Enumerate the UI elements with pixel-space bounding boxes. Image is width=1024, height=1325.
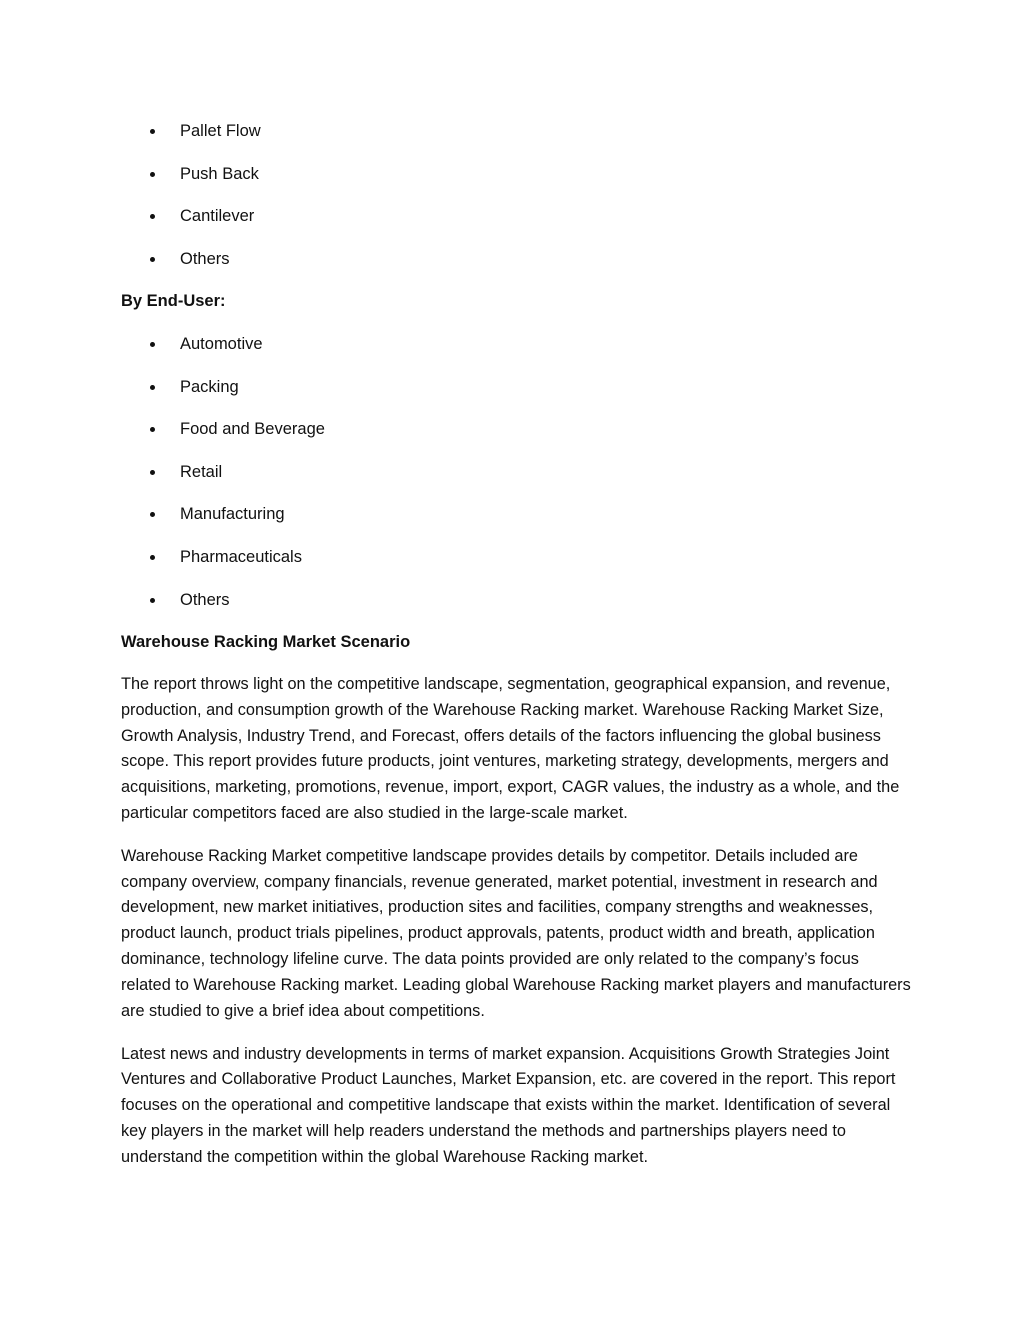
list-item-text: Push Back [180,164,259,183]
list-item [121,331,911,374]
document-content [121,118,911,1188]
bullet-icon [150,385,155,390]
bullet-icon [150,470,155,475]
bullet-icon [150,214,155,219]
list-item [121,246,911,289]
list-item [121,374,911,417]
scenario-heading: Warehouse Racking Market Scenario [121,633,411,652]
paragraph-latest-news: Latest news and industry developments in terms of market expansion. Acquisitions Growth Strategies Joint Ventures and Collaborative Product Launches, Market Expansion, etc. are covered in the report. This report focuses on the operational and competitive landscape that exists within the market. Identification of several key players in the market will help readers understand the methods and partnerships players need to understand the competition within the global Warehouse Racking market. [121,1044,896,1167]
list-item [121,501,911,544]
paragraph-overview: The report throws light on the competitive landscape, segmentation, geographical expansion, and revenue, production, and consumption growth of the Warehouse Racking market. Warehouse Racking Market Size, Growth Analysis, Industry Trend, and Forecast, offers details of the factors influencing the global business scope. This report provides future products, joint ventures, marketing strategy, developments, mergers and acquisitions, marketing, promotions, revenue, import, export, CAGR values, the industry as a whole, and the particular competitors faced are also studied in the large-scale market. [121,674,900,823]
bullet-icon [150,172,155,177]
list-item [121,161,911,204]
list-item-text: Automotive [180,334,263,353]
list-item-text: Others [180,249,230,268]
list-item [121,587,911,630]
paragraph-competitive-landscape: Warehouse Racking Market competitive landscape provides details by competitor. Details included are company overview, company financials, revenue generated, market potential, investment in research and development, new market initiatives, production sites and facilities, company strengths and weaknesses, product launch, product trials pipelines, product approvals, patents, product width and breath, application dominance, technology lifeline curve. The data points provided are only related to the company’s focus related to Warehouse Racking market. Leading global Warehouse Racking market players and manufacturers are studied to give a brief idea about competitions. [121,846,911,1021]
list-item [121,203,911,246]
list-item-text: Packing [180,377,239,396]
list-item-text: Manufacturing [180,505,285,524]
bullet-icon [150,512,155,517]
list-item-text: Food and Beverage [180,420,325,439]
list-item-text: Cantilever [180,207,255,226]
end-user-heading: By End-User: [121,292,226,311]
list-item [121,459,911,502]
bullet-icon [150,129,155,134]
list-item-text: Retail [180,462,223,481]
list-item [121,544,911,587]
bullet-icon [150,342,155,347]
list-item-text: Pallet Flow [180,122,261,140]
list-item-text: Pharmaceuticals [180,547,302,566]
bullet-icon [150,598,155,603]
bullet-icon [150,555,155,560]
bullet-icon [150,427,155,432]
list-item-text: Others [180,590,230,609]
list-item [121,416,911,459]
list-item [121,118,911,161]
type-list [121,118,911,288]
end-user-list [121,331,911,629]
bullet-icon [150,257,155,262]
